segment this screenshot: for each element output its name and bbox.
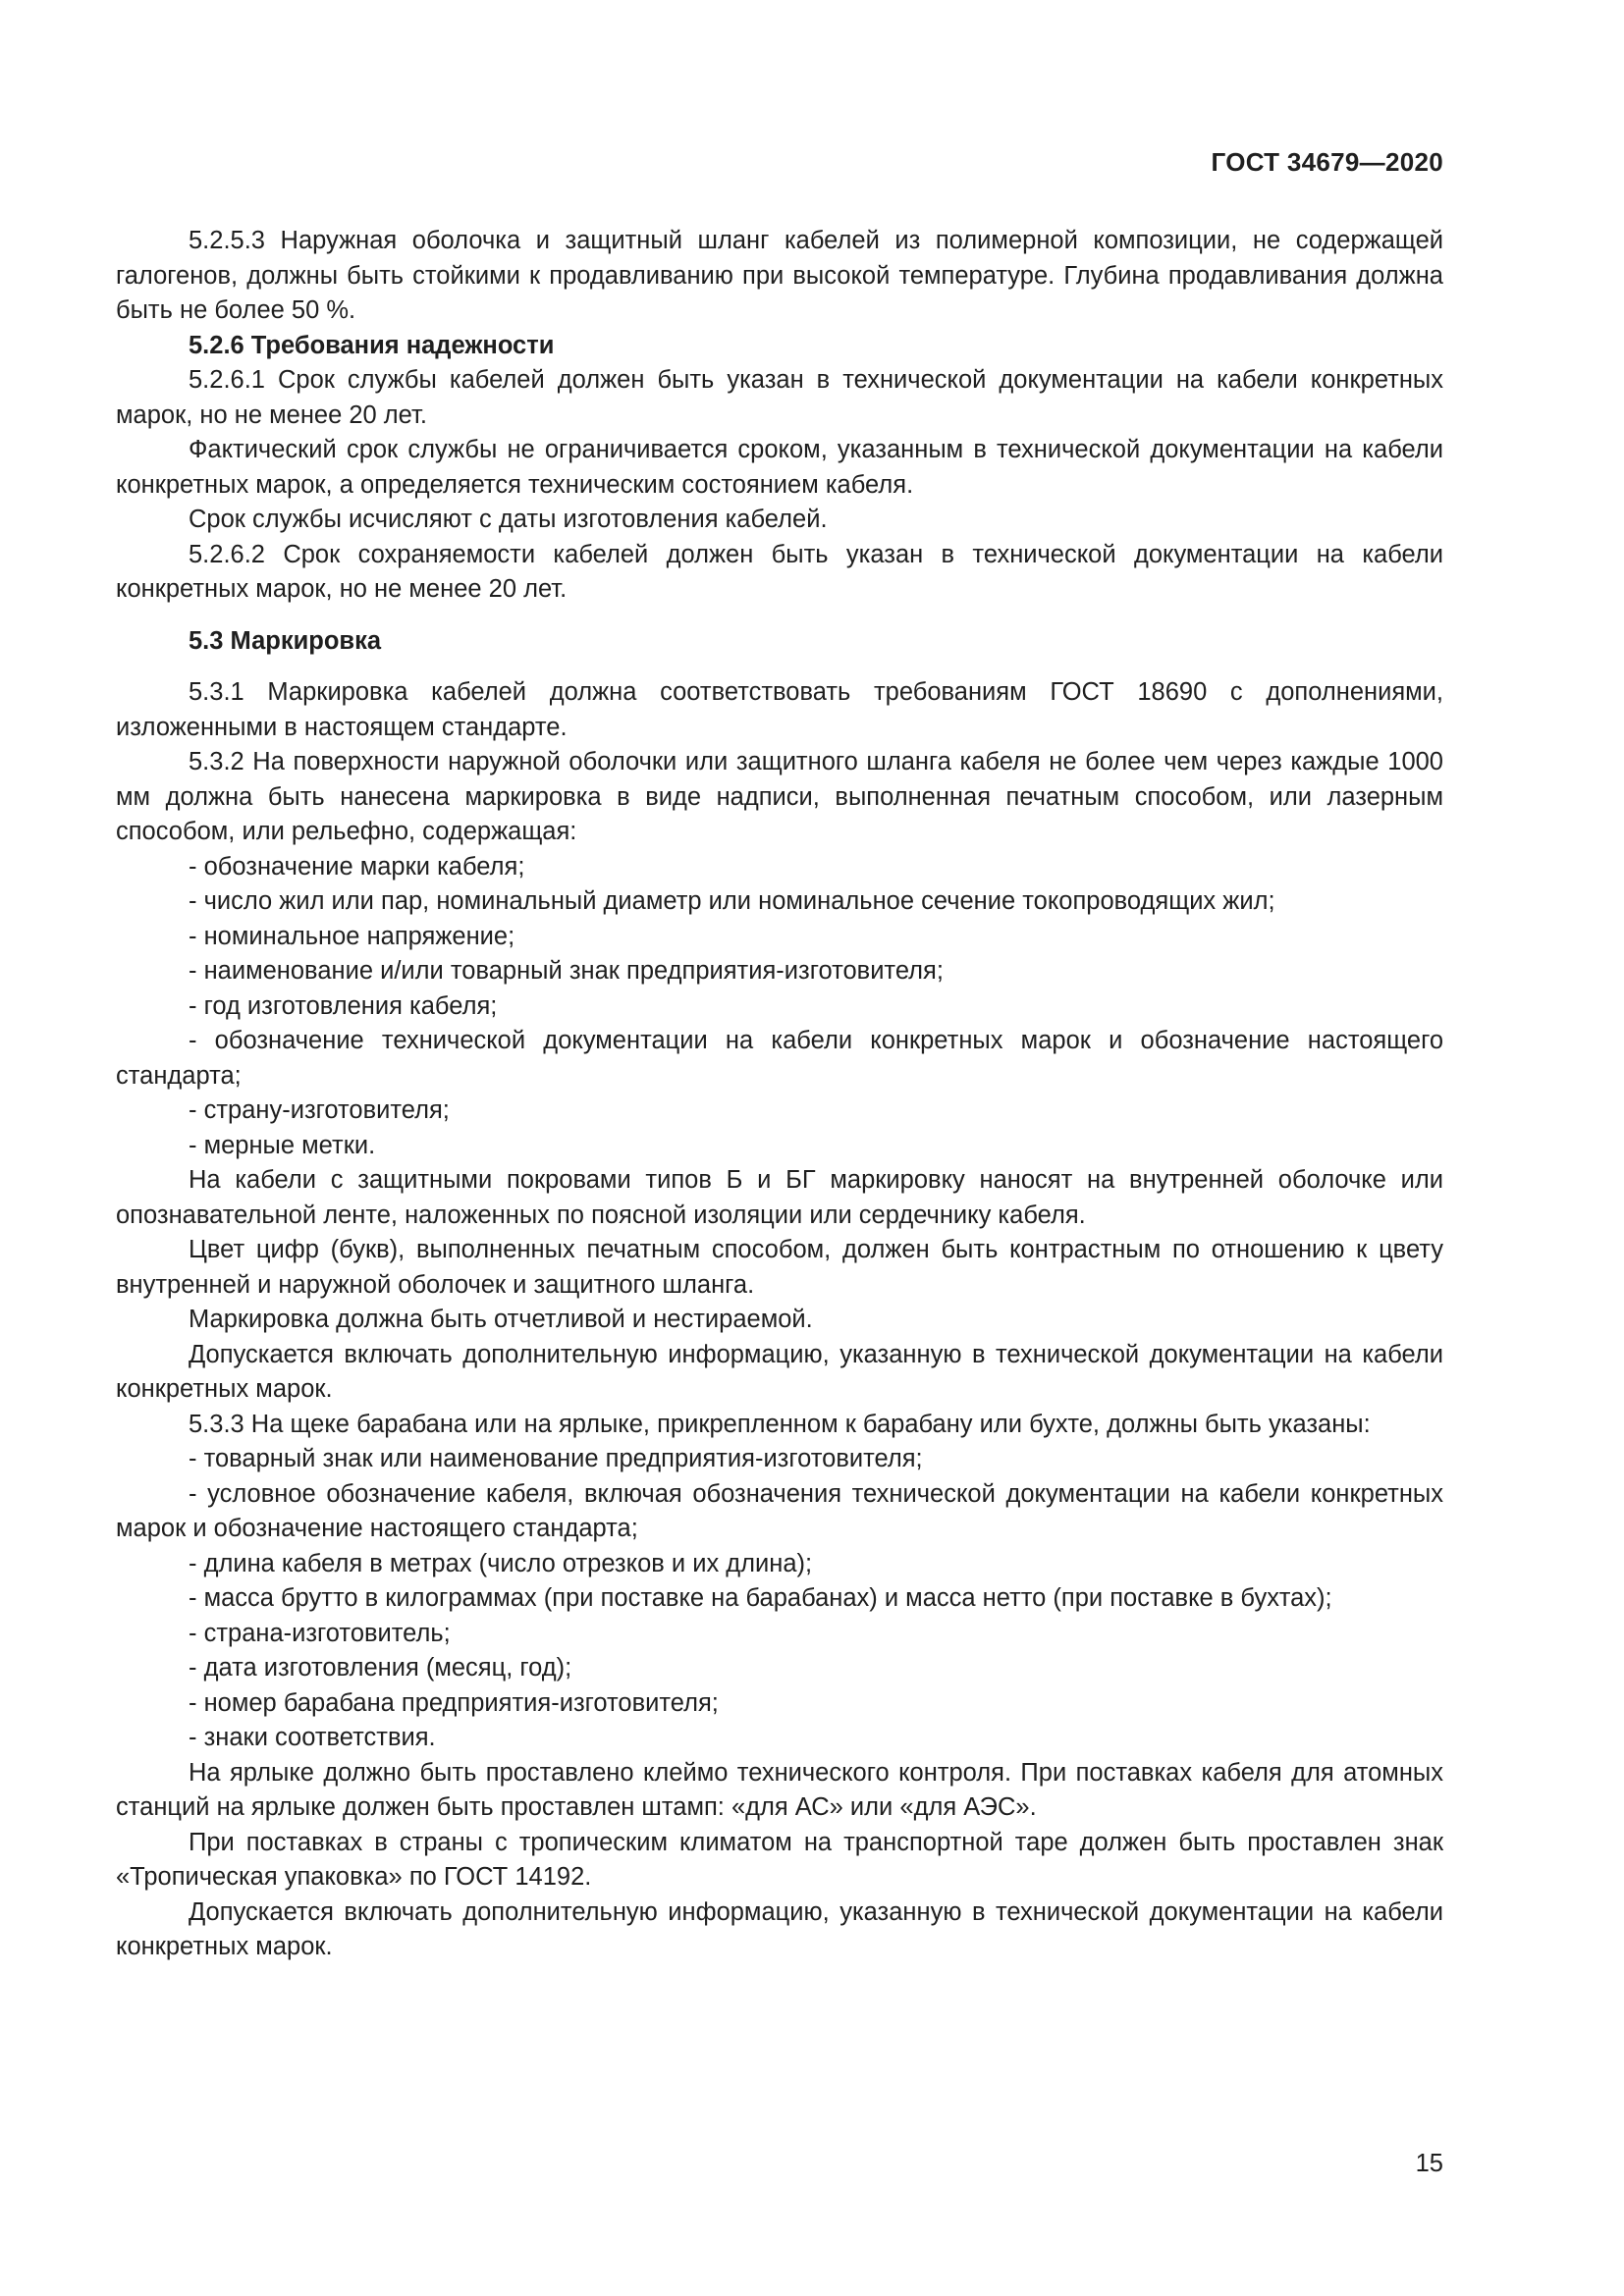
paragraph: Цвет цифр (букв), выполненных печатным способом, должен быть контрастным по отношению к цвету внутренней и наружной оболочек и защитного шланга. bbox=[116, 1236, 1443, 1299]
paragraph: При поставках в страны с тропическим климатом на транспортной таре должен быть проставлен знак «Тропическая упаковка» по ГОСТ 14192. bbox=[116, 1828, 1443, 1891]
clause-5-2-6-1: 5.2.6.1 Срок службы кабелей должен быть указан в технической документации на кабели конкретных марок, но не менее 20 лет. bbox=[116, 366, 1443, 429]
list-item: - условное обозначение кабеля, включая обозначения технической документации на кабели конкретных марок и обозначение настоящего стандарта; bbox=[116, 1479, 1443, 1542]
list-item: - год изготовления кабеля; bbox=[189, 991, 498, 1020]
list-item: - обозначение марки кабеля; bbox=[189, 852, 525, 881]
list-item: - дата изготовления (месяц, год); bbox=[189, 1654, 572, 1682]
list-item: - обозначение технической документации на кабели конкретных марок и обозначение настоящего стандарта; bbox=[116, 1027, 1443, 1090]
list-item: - мерные метки. bbox=[189, 1131, 376, 1159]
heading-5-3: 5.3 Маркировка bbox=[189, 626, 382, 655]
list-item: - номер барабана предприятия-изготовителя; bbox=[189, 1688, 719, 1717]
list-item: - номинальное напряжение; bbox=[189, 922, 515, 950]
list-item: - страна-изготовитель; bbox=[189, 1619, 451, 1647]
paragraph: На ярлыке должно быть проставлено клеймо технического контроля. При поставках кабеля для атомных станций на ярлыке должен быть проставлен штамп: «для АС» или «для АЭС». bbox=[116, 1758, 1443, 1821]
paragraph: Допускается включать дополнительную информацию, указанную в технической документации на кабели конкретных марок. bbox=[116, 1340, 1443, 1403]
paragraph: Фактический срок службы не ограничивается сроком, указанным в технической документации на кабели конкретных марок, а определяется техническим состоянием кабеля. bbox=[116, 436, 1443, 499]
document-body bbox=[116, 224, 1443, 1965]
list-item: - число жил или пар, номинальный диаметр или номинальное сечение токопроводящих жил; bbox=[189, 887, 1275, 915]
document-header: ГОСТ 34679—2020 bbox=[1211, 147, 1443, 177]
paragraph: Допускается включать дополнительную информацию, указанную в технической документации на кабели конкретных марок. bbox=[116, 1897, 1443, 1960]
list-item: - масса брутто в килограммах (при поставке на барабанах) и масса нетто (при поставке в бухтах); bbox=[189, 1584, 1332, 1612]
clause-5-3-3: 5.3.3 На щеке барабана или на ярлыке, прикрепленном к барабану или бухте, должны быть указаны: bbox=[189, 1410, 1371, 1438]
list-item: - наименование и/или товарный знак предприятия-изготовителя; bbox=[189, 957, 944, 985]
clause-5-2-5-3: 5.2.5.3 Наружная оболочка и защитный шланг кабелей из полимерной композиции, не содержащей галогенов, должны быть стойкими к продавливанию при высокой температуре. Глубина продавливания должна быть не более 50 %. bbox=[116, 227, 1443, 324]
clause-5-3-2: 5.3.2 На поверхности наружной оболочки или защитного шланга кабеля не более чем через каждые 1000 мм должна быть нанесена маркировка в виде надписи, выполненная печатным способом, или лазерным способом, или рельефно, содержащая: bbox=[116, 748, 1443, 845]
page-number: 15 bbox=[1415, 2150, 1443, 2177]
list-item: - знаки соответствия. bbox=[189, 1724, 436, 1751]
clause-5-2-6-2: 5.2.6.2 Срок сохраняемости кабелей должен быть указан в технической документации на кабели конкретных марок, но не менее 20 лет. bbox=[116, 540, 1443, 603]
list-item: - страну-изготовителя; bbox=[189, 1096, 450, 1124]
paragraph: На кабели с защитными покровами типов Б и БГ маркировку наносят на внутренней оболочке или опознавательной ленте, наложенных по поясной изоляции или сердечнику кабеля. bbox=[116, 1166, 1443, 1229]
clause-5-3-1: 5.3.1 Маркировка кабелей должна соответствовать требованиям ГОСТ 18690 с дополнениями, изложенными в настоящем стандарте. bbox=[116, 678, 1443, 741]
paragraph: Срок службы исчисляют с даты изготовления кабелей. bbox=[189, 506, 828, 533]
paragraph: Маркировка должна быть отчетливой и нестираемой. bbox=[189, 1306, 813, 1333]
heading-5-2-6: 5.2.6 Требования надежности bbox=[189, 331, 555, 359]
list-item: - длина кабеля в метрах (число отрезков и их длина); bbox=[189, 1549, 813, 1577]
list-item: - товарный знак или наименование предприятия-изготовителя; bbox=[189, 1445, 923, 1472]
